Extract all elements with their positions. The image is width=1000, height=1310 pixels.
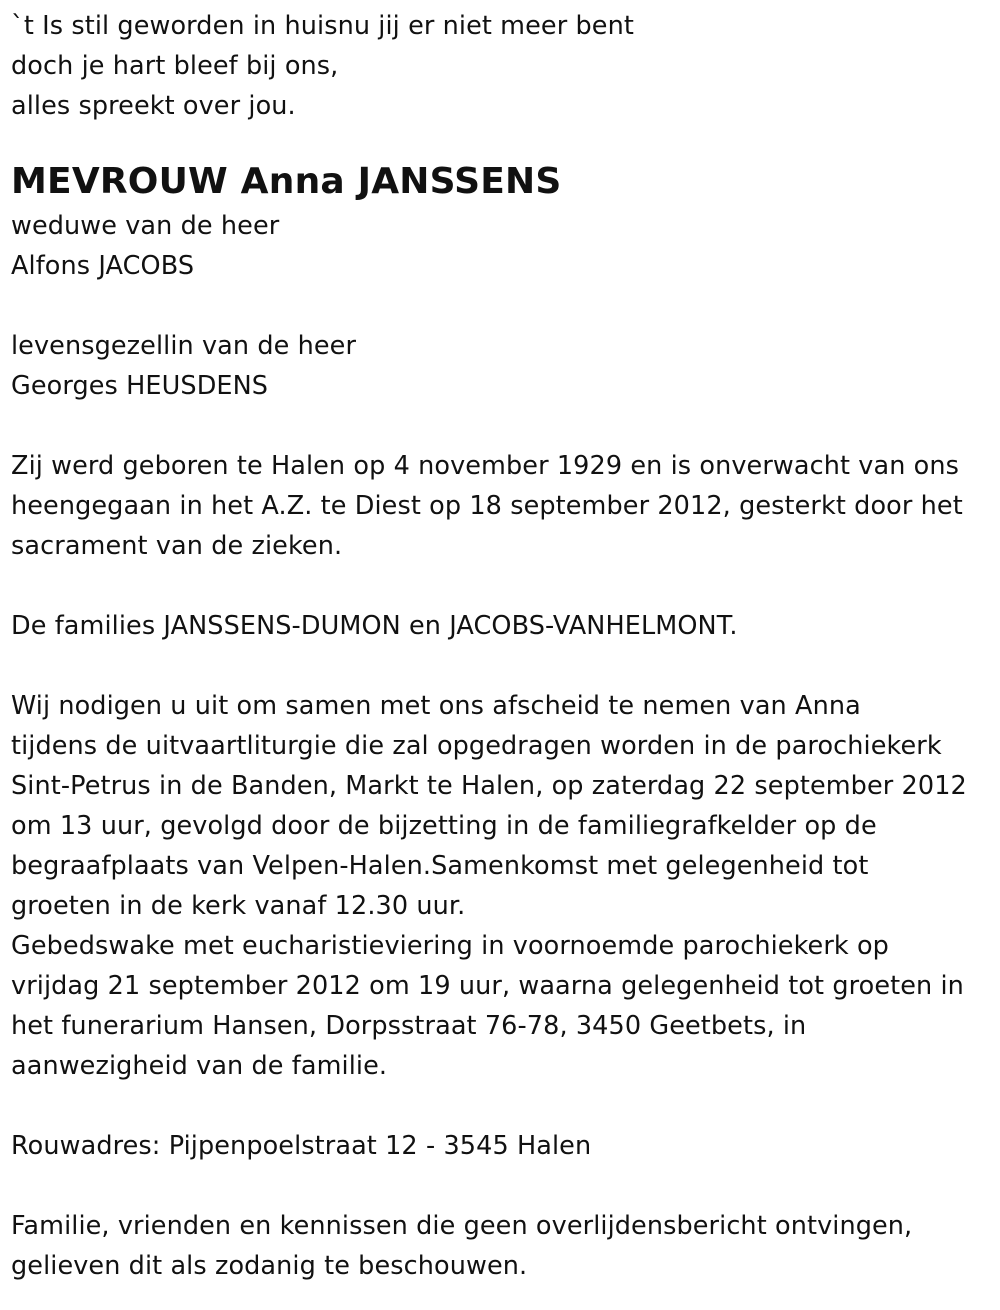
paragraph-line: Gebedswake met eucharistieviering in voornoemde parochiekerk op [11,931,889,961]
poem-line: alles spreekt over jou. [11,91,296,121]
paragraph-line: om 13 uur, gevolgd door de bijzetting in de familiegrafkelder op de [11,811,877,841]
paragraph-line: groeten in de kerk vanaf 12.30 uur. [11,891,466,921]
spouse-line: weduwe van de heer [11,211,280,241]
families-line: De families JANSSENS-DUMON en JACOBS-VANHELMONT. [11,611,738,641]
paragraph-line: begraafplaats van Velpen-Halen.Samenkomst met gelegenheid tot [11,851,869,881]
spacer [11,286,996,326]
invitation-paragraph [11,686,996,1086]
paragraph-line: heengegaan in het A.Z. te Diest op 18 september 2012, gesterkt door het [11,491,963,521]
paragraph-line: Zij werd geboren te Halen op 4 november 1929 en is onverwacht van ons [11,451,960,481]
paragraph-line: aanwezigheid van de familie. [11,1051,388,1081]
obituary-notice [11,6,996,1286]
birth-death-paragraph [11,446,996,566]
poem-line: `t Is stil geworden in huisnu jij er niet meer bent [11,11,634,41]
partner-line: Georges HEUSDENS [11,371,269,401]
closing-paragraph [11,1206,996,1286]
partner-section [11,326,996,406]
poem [11,6,996,126]
deceased-name: MEVROUW Anna JANSSENS [11,161,562,202]
paragraph-line: vrijdag 21 september 2012 om 19 uur, waarna gelegenheid tot groeten in [11,971,964,1001]
paragraph-line: Wij nodigen u uit om samen met ons afscheid te nemen van Anna [11,691,861,721]
paragraph-line: Sint-Petrus in de Banden, Markt te Halen, op zaterdag 22 september 2012 [11,771,967,801]
spacer [11,406,996,446]
paragraph-line: het funerarium Hansen, Dorpsstraat 76-78, 3450 Geetbets, in [11,1011,807,1041]
partner-line: levensgezellin van de heer [11,331,357,361]
paragraph-line: tijdens de uitvaartliturgie die zal opgedragen worden in de parochiekerk [11,731,942,761]
paragraph-line: gelieven dit als zodanig te beschouwen. [11,1251,528,1281]
spouse-line: Alfons JACOBS [11,251,195,281]
spacer [11,566,996,606]
poem-line: doch je hart bleef bij ons, [11,51,339,81]
mourning-address: Rouwadres: Pijpenpoelstraat 12 - 3545 Halen [11,1131,592,1161]
spacer [11,1166,996,1206]
paragraph-line: sacrament van de zieken. [11,531,343,561]
spacer [11,646,996,686]
spacer [11,1086,996,1126]
spouse-section [11,206,996,286]
paragraph-line: Familie, vrienden en kennissen die geen overlijdensbericht ontvingen, [11,1211,913,1241]
